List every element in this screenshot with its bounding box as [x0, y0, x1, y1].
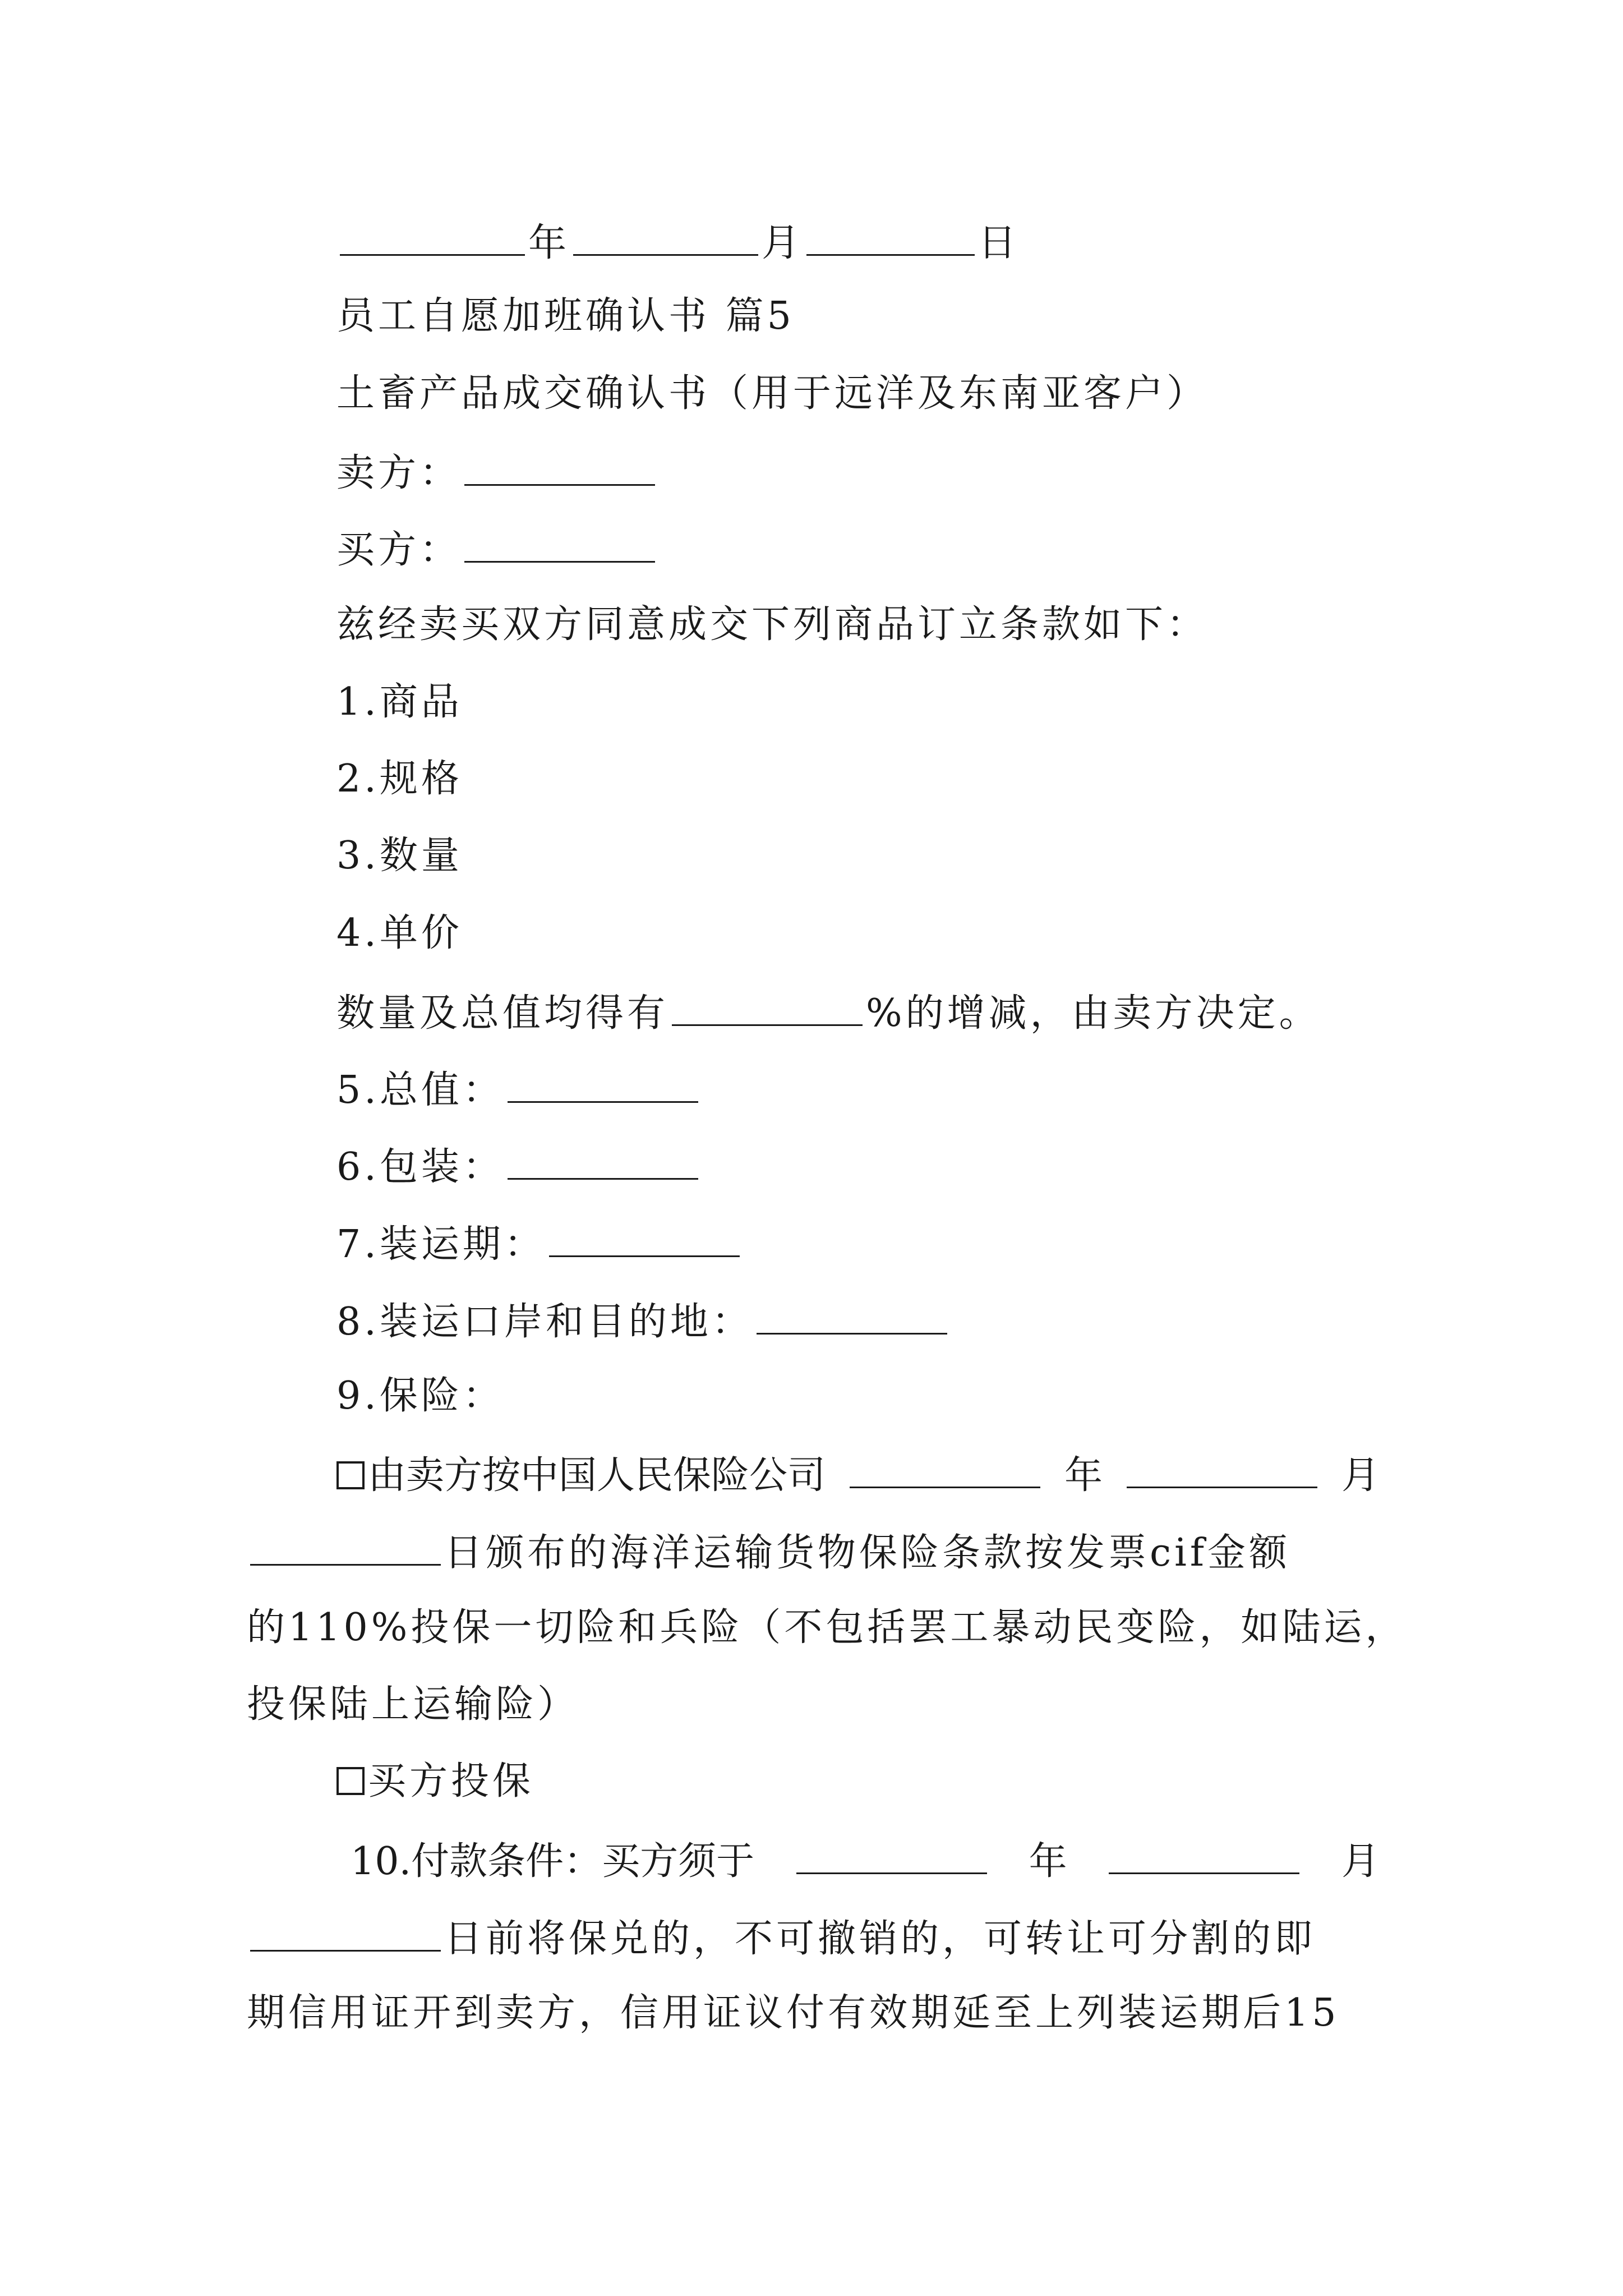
- payment-year-label: 年: [1029, 1839, 1067, 1884]
- item-specification: 2.规格: [336, 757, 463, 801]
- payment-month-label: 月: [1341, 1839, 1380, 1884]
- total-value-blank: [508, 1069, 698, 1103]
- item-unit-price: 4.单价: [336, 911, 463, 955]
- seller-blank: [464, 452, 655, 486]
- insurance-line-2: [247, 1531, 1291, 1575]
- month-blank: [573, 222, 758, 256]
- item-quantity: 3.数量: [336, 834, 463, 878]
- section-heading: 员工自愿加班确认书 篇5: [336, 294, 795, 338]
- shipment-label: 7.装运期：: [336, 1222, 546, 1267]
- insurance-month-label: 月: [1341, 1453, 1380, 1498]
- payment-day-blank: [250, 1917, 441, 1952]
- payment-l2: 日前将保兑的，不可撤销的，可转让可分割的即: [444, 1917, 1316, 1961]
- payment-line-3: 期信用证开到卖方，信用证议付有效期延至上列装运期后15: [247, 1991, 1340, 2035]
- item-packing: [336, 1145, 702, 1189]
- insurance-opt1-pre: 由卖方按中国人民保险公司: [368, 1453, 826, 1498]
- payment-line-2: [247, 1917, 1316, 1961]
- date-line: [336, 222, 1020, 263]
- insurance-year-label: 年: [1064, 1453, 1103, 1498]
- checkbox-icon[interactable]: [336, 1461, 365, 1489]
- year-label: 年: [528, 221, 570, 265]
- variance-line: [336, 991, 1321, 1036]
- checkbox-icon[interactable]: [336, 1767, 365, 1795]
- item-insurance: 9.保险：: [336, 1374, 504, 1418]
- insurance-opt2: 买方投保: [368, 1759, 534, 1803]
- insurance-l2: 日颁布的海洋运输货物保险条款按发票cif金额: [444, 1531, 1291, 1575]
- insurance-line-4: 投保陆上运输险）: [247, 1682, 579, 1727]
- document-subtitle: 土畜产品成交确认书（用于远洋及东南亚客户）: [336, 371, 1209, 416]
- ports-label: 8.装运口岸和目的地：: [336, 1300, 753, 1344]
- payment-line-1: [351, 1839, 1380, 1884]
- insurance-month-blank: [1127, 1454, 1317, 1488]
- buyer-line: [336, 528, 658, 572]
- buyer-blank: [464, 528, 655, 563]
- insurance-line-3: 的110%投保一切险和兵险（不包括罢工暴动民变险，如陆运，: [247, 1605, 1407, 1650]
- packing-blank: [508, 1145, 698, 1180]
- seller-line: [336, 452, 658, 493]
- insurance-day-blank: [250, 1531, 441, 1566]
- total-value-label: 5.总值：: [336, 1068, 504, 1112]
- packing-label: 6.包装：: [336, 1145, 504, 1189]
- variance-post: %的增减，由卖方决定。: [866, 991, 1321, 1036]
- day-label: 日: [978, 221, 1020, 265]
- insurance-option-buyer: [336, 1759, 534, 1803]
- shipment-blank: [549, 1223, 740, 1257]
- payment-year-blank: [796, 1840, 987, 1874]
- month-label: 月: [762, 221, 804, 265]
- variance-pre: 数量及总值均得有: [336, 991, 669, 1036]
- payment-label: 10.付款条件：买方须于: [351, 1839, 755, 1884]
- item-total-value: [336, 1069, 702, 1110]
- insurance-option-seller: [336, 1453, 1380, 1498]
- variance-blank: [672, 992, 863, 1026]
- year-blank: [340, 222, 525, 256]
- item-shipment: [336, 1222, 743, 1267]
- ports-blank: [757, 1300, 947, 1335]
- item-ports: [336, 1300, 951, 1344]
- intro-paragraph: 兹经卖买双方同意成交下列商品订立条款如下：: [336, 602, 1209, 647]
- day-blank: [806, 222, 975, 256]
- item-commodity: 1.商品: [336, 680, 463, 724]
- insurance-year-blank: [850, 1454, 1040, 1488]
- seller-label: 卖方：: [336, 451, 462, 495]
- payment-month-blank: [1109, 1840, 1299, 1874]
- buyer-label: 买方：: [336, 528, 462, 572]
